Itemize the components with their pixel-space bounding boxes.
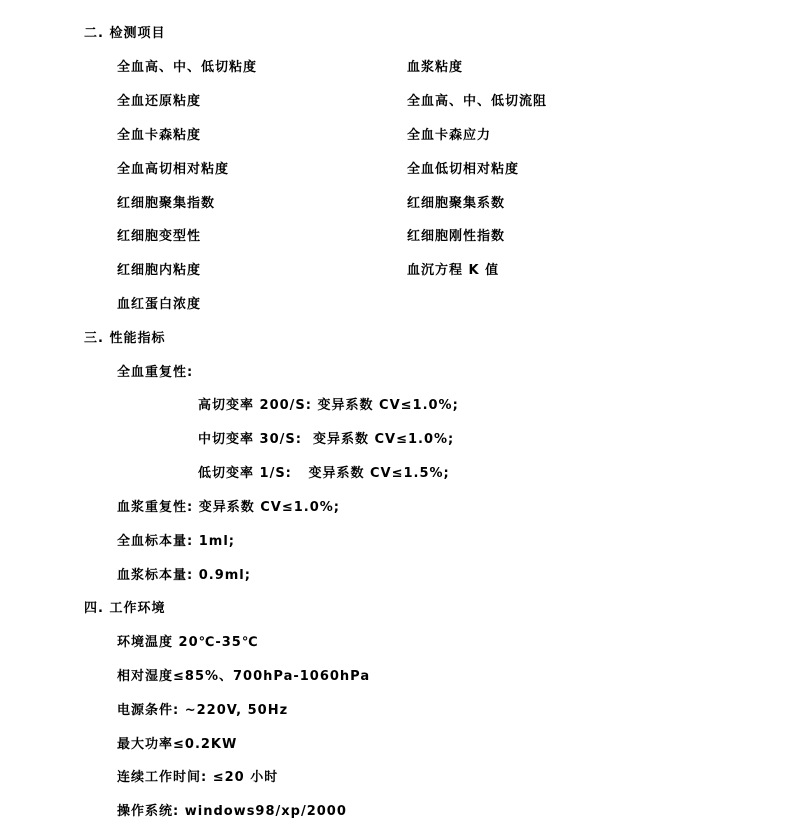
testing-item: 全血低切相对粘度: [407, 162, 520, 177]
section-heading-testing-items: 二. 检测项目: [84, 26, 166, 41]
testing-item: 红细胞内粘度: [117, 263, 202, 278]
environment-item: 操作系统: windows98/xp/2000: [117, 804, 347, 819]
testing-item: 全血卡森粘度: [117, 128, 202, 143]
environment-item: 连续工作时间: ≤20 小时: [117, 770, 279, 785]
environment-item: 环境温度 20℃-35℃: [117, 635, 259, 650]
testing-item: 红细胞聚集系数: [407, 196, 506, 211]
plasma-repeatability: 血浆重复性: 变异系数 CV≤1.0%;: [117, 500, 340, 515]
section-heading-performance: 三. 性能指标: [84, 331, 166, 346]
testing-item: 血浆粘度: [407, 60, 464, 75]
testing-item: 血沉方程 K 值: [407, 263, 500, 278]
testing-item: 全血高切相对粘度: [117, 162, 230, 177]
testing-item: 全血高、中、低切粘度: [117, 60, 258, 75]
testing-item: 全血卡森应力: [407, 128, 492, 143]
section-heading-environment: 四. 工作环境: [84, 601, 166, 616]
environment-item: 最大功率≤0.2KW: [117, 737, 238, 752]
testing-item: 全血还原粘度: [117, 94, 202, 109]
testing-item: 血红蛋白浓度: [117, 297, 202, 312]
whole-blood-repeatability-title: 全血重复性:: [117, 365, 194, 380]
environment-item: 相对湿度≤85%、700hPa-1060hPa: [117, 669, 371, 684]
shear-rate-spec: 高切变率 200/S: 变异系数 CV≤1.0%;: [198, 398, 459, 413]
testing-item: 红细胞刚性指数: [407, 229, 506, 244]
testing-item: 全血高、中、低切流阻: [407, 94, 548, 109]
whole-blood-sample-volume: 全血标本量: 1ml;: [117, 534, 235, 549]
testing-item: 红细胞聚集指数: [117, 196, 216, 211]
shear-rate-spec: 中切变率 30/S: 变异系数 CV≤1.0%;: [198, 432, 455, 447]
shear-rate-spec: 低切变率 1/S: 变异系数 CV≤1.5%;: [198, 466, 450, 481]
plasma-sample-volume: 血浆标本量: 0.9ml;: [117, 568, 251, 583]
environment-item: 电源条件: ~220V, 50Hz: [117, 703, 289, 718]
testing-item: 红细胞变型性: [117, 229, 202, 244]
